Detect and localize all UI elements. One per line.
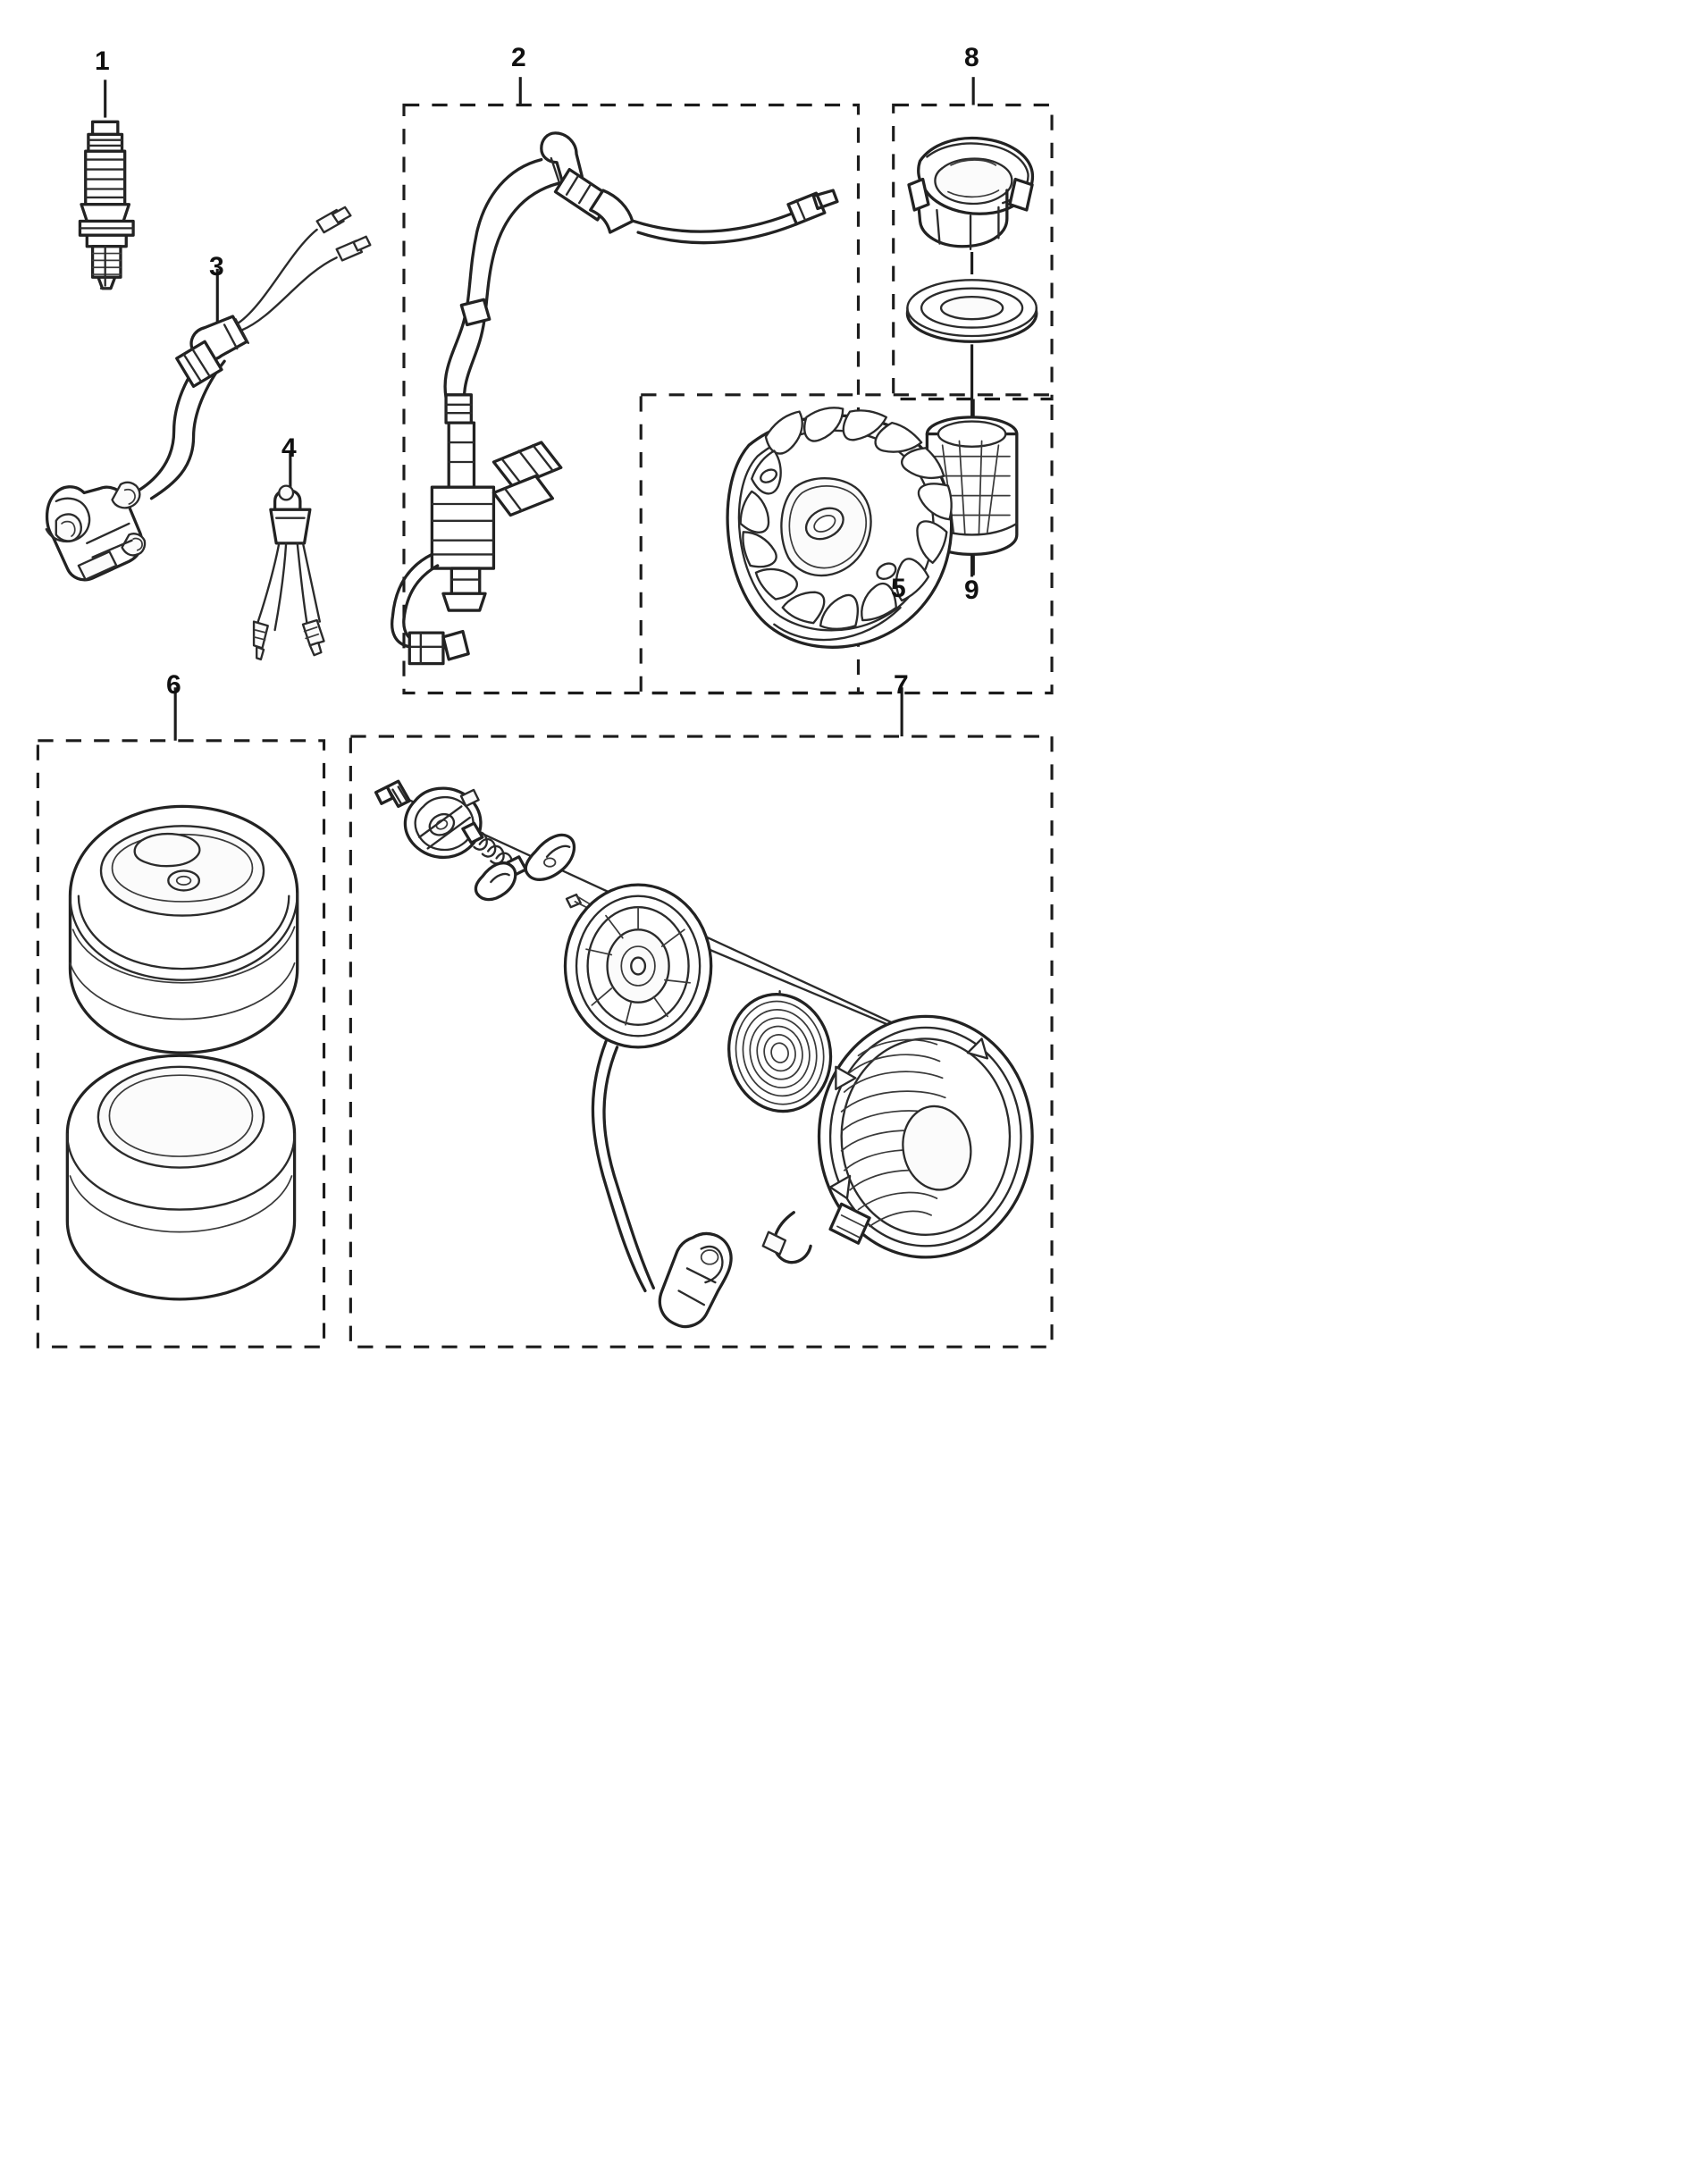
part-spark-plug bbox=[80, 122, 133, 288]
part-recoil-starter-assembly bbox=[376, 781, 1032, 1326]
callout-7: 7 bbox=[894, 670, 909, 700]
callout-9: 9 bbox=[964, 575, 979, 605]
callout-1: 1 bbox=[95, 46, 110, 76]
part-fuel-cap-seal bbox=[907, 139, 1036, 426]
callout-6: 6 bbox=[166, 670, 181, 700]
part-wire-harness bbox=[254, 486, 323, 659]
callout-3: 3 bbox=[209, 252, 224, 281]
callout-8: 8 bbox=[964, 43, 979, 72]
part-flywheel bbox=[727, 407, 952, 647]
part-air-filter-elements bbox=[67, 806, 297, 1298]
callout-4: 4 bbox=[281, 433, 297, 463]
callout-5: 5 bbox=[891, 574, 906, 603]
callout-2: 2 bbox=[511, 43, 526, 72]
